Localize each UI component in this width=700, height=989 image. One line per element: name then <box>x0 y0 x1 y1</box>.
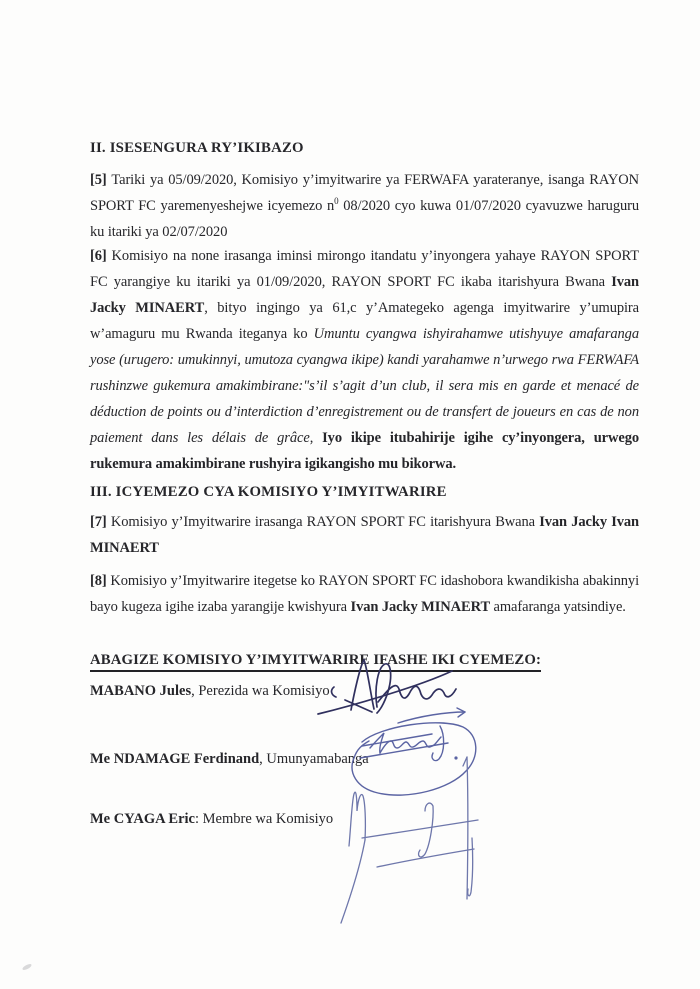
signatory-role: Umunyamabanga <box>266 751 369 767</box>
signatory-row-secretary <box>90 751 639 768</box>
paragraph-7: [7] Komisiyo y’Imyitwarire irasanga RAYON SPORT FC itarishyura Bwana Ivan Jacky Ivan MINAERT <box>90 514 639 556</box>
paragraph-5: [5] Tariki ya 05/09/2020, Komisiyo y’imyitwarire ya FERWAFA yarateranye, isanga RAYON SPORT FC yaremenyeshejwe icyemezo $n^0$ 08/2020 cyo kuwa 01/07/2020 cyavuzwe haruguru ku itariki ya 02/07/2020 <box>90 172 639 240</box>
scan-smudge-artifact <box>22 963 33 971</box>
section-heading-analysis: II. ISESENGURA RY’IKIBAZO <box>90 140 304 156</box>
section-heading-decision: III. ICYEMEZO CYA KOMISIYO Y’IMYITWARIRE <box>90 484 447 500</box>
paragraph-8: [8] Komisiyo y’Imyitwarire itegetse ko RAYON SPORT FC idashobora kwandikisha abakinnyi bayo kugeza igihe izaba yarangije kwishyura Ivan Jacky MINAERT amafaranga yatsindiye. <box>90 573 639 615</box>
separator: , <box>259 751 267 767</box>
signatory-name: Me CYAGA Eric <box>90 811 195 827</box>
signatory-name: MABANO Jules <box>90 683 192 699</box>
signatory-name: Me NDAMAGE Ferdinand <box>90 751 260 767</box>
signatory-role: Perezida wa Komisiyo <box>198 683 330 699</box>
signatory-row-member <box>90 811 639 828</box>
signatory-row-president <box>90 683 639 700</box>
separator: : <box>194 811 203 827</box>
signatories-heading: ABAGIZE KOMISIYO Y’IMYITWARIRE IFASHE IKI CYEMEZO: <box>90 652 541 672</box>
signatory-role: Membre wa Komisiyo <box>202 811 334 827</box>
signatories-heading-wrap <box>90 651 639 672</box>
cyaga-signature-icon <box>341 757 478 923</box>
paragraph-6: [6] Komisiyo na none irasanga iminsi mirongo itandatu y’inyongera yahaye RAYON SPORT FC yarangiye ku itariki ya 01/09/2020, RAYON SPORT FC ikaba itarishyura Bwana Ivan Jacky MINAERT, bityo ingingo ya 61,c y’Amategeko agenga imyitwarire y’umupira w’amaguru mu Rwanda iteganya ko Umuntu cyangwa ishyirahamwe utishyuye amafaranga yose (urugero: umukinnyi, umutoza cyangwa ikipe) kandi yarahamwe n’urwego rwa FERWAFA rushinzwe gukemura amakimbirane:"s’il s’agit d’un club, il sera mis en garde et menacé de déduction de points ou d’interdiction d’enregistrement ou de transfert de joueurs en cas de non paiement dans les délais de grâce, Iyo ikipe itubahirije igihe cy’inyongera, urwego rukemura amakimbirane rushyira igikangisho mu bikorwa. <box>90 248 640 472</box>
separator: , <box>191 683 199 699</box>
